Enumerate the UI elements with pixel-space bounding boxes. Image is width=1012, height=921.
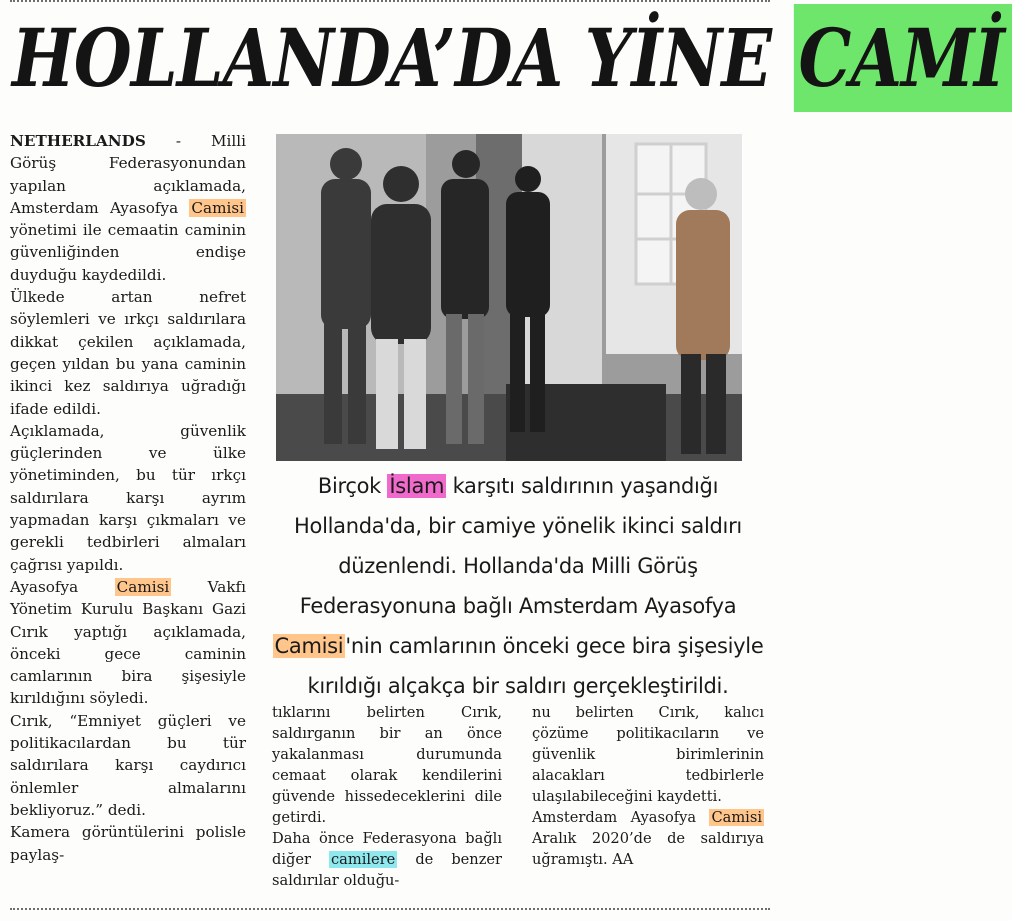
middle-column — [272, 702, 502, 891]
caption-text-a: Birçok — [317, 474, 388, 498]
caption-text-b: karşıtı saldırının yaşandığı Hollanda'da, bir camiye yönelik ikinci saldırı düzenlendi. Hollanda'da Milli Görüş Federasyonuna bağlı Amsterdam Ayasofya — [294, 474, 742, 618]
photo-caption — [264, 466, 772, 706]
dateline: NETHERLANDS — [10, 132, 146, 150]
right-column — [532, 702, 764, 870]
left-paragraph-1 — [10, 130, 246, 286]
highlight-camisi: Camisi — [711, 809, 762, 826]
headline — [12, 4, 1005, 112]
right-p2-text-a: Amsterdam Ayasofya — [532, 809, 710, 826]
highlight-camisi: Camisi — [116, 577, 170, 596]
photo-illustration — [276, 134, 742, 461]
left-paragraph-5: Cırık, “Emniyet güçleri ve politikacılardan bu tür saldırılara karşı caydırıcı önlemler almalarını bekliyoruz.” dedi. — [10, 711, 246, 819]
middle-paragraph-2 — [272, 828, 502, 891]
news-photo — [276, 134, 742, 461]
left-paragraph-3: Açıklamada, güvenlik güçlerinden ve ülke yönetiminden, bu tür ırkçı saldırılara karşı ayrım yapmadan karşı çıkmaları ve gerekli tedbirleri almaları çağrısı yapıldı. — [10, 421, 246, 574]
left-p1-text-a: - Milli Görüş Federasyonundan yapılan açıklamada, Amsterdam Ayasofya — [10, 132, 246, 217]
headline-highlight: CAMİ — [793, 4, 1012, 112]
caption-text-c: 'nin camlarının önceki gece bira şişesiyle kırıldığı alçakça bir saldırı gerçekleştirildi. — [307, 634, 764, 698]
right-p2-text-b: Aralık 2020’de de saldırıya uğramıştı. AA — [532, 830, 764, 868]
left-paragraph-6: Kamera görüntülerini polisle paylaş- — [10, 823, 246, 864]
middle-paragraph-1: tıklarını belirten Cırık, saldırganın bir an önce yakalanması durumunda cemaat olarak kendilerini güvende hissedeceklerini dile getirdi. — [272, 704, 502, 826]
highlight-camilere: camilere — [331, 851, 396, 868]
middle-p2-text-a: Daha önce Federasyona bağlı diğer — [272, 830, 502, 868]
highlight-camisi: Camisi — [274, 634, 344, 658]
left-p4-text-b: Vakfı Yönetim Kurulu Başkanı Gazi Cırık yaptığı açıklamada, önceki gece caminin camlarının bira şişesiyle kırıldığını söyledi. — [10, 577, 246, 708]
left-p1-text-b: yönetimi ile cemaatin caminin güvenliğinden endişe duyduğu kaydedildi. — [10, 221, 246, 284]
right-paragraph-2 — [532, 807, 764, 870]
right-paragraph-1: nu belirten Cırık, kalıcı çözüme politikacıların ve güvenlik birimlerinin alacakları tedbirlerle ulaşılabileceğini kaydetti. — [532, 704, 764, 805]
left-paragraph-2: Ülkede artan nefret söylemleri ve ırkçı saldırılara dikkat çekilen açıklamada, geçen yıldan bu yana caminin ikinci kez saldırıya uğradığı ifade edildi. — [10, 288, 246, 418]
headline-main: HOLLANDA’DA YİNE — [12, 11, 794, 105]
left-paragraph-4 — [10, 576, 246, 710]
middle-p2-text-b: de benzer saldırılar olduğu- — [272, 851, 503, 889]
bottom-border — [10, 908, 770, 910]
highlight-islam: İslam — [389, 474, 445, 498]
left-p4-text-a: Ayasofya — [10, 577, 115, 596]
left-column — [10, 130, 246, 866]
highlight-camisi: Camisi — [191, 198, 244, 217]
